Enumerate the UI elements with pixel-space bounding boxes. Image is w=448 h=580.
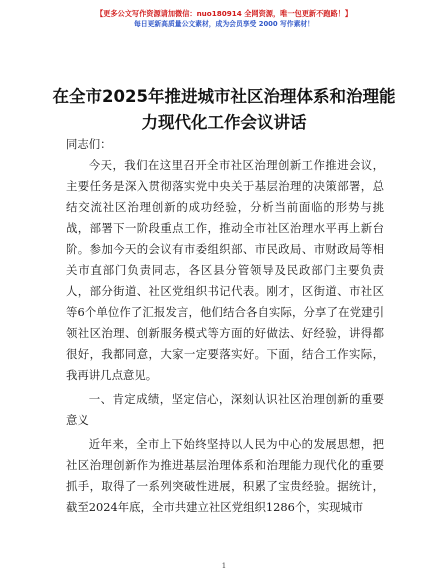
document-body bbox=[66, 134, 384, 518]
salutation: 同志们： bbox=[66, 137, 112, 151]
section-heading-1: 一、肯定成绩，坚定信心，深刻认识社区治理创新的重要意义 bbox=[66, 392, 384, 427]
paragraph-achievements: 近年来，全市上下始终坚持以人民为中心的发展思想，把社区治理创新作为推进基层治理体系和治理能力现代化的重要抓手，取得了一系列突破性进展，积累了宝贵经验。据统计，截至2024年底，全市共建立社区党组织1286个，实现城市 bbox=[66, 437, 384, 514]
promo-banner bbox=[0, 8, 448, 29]
page-number: 1 bbox=[221, 562, 227, 570]
promo-line-contact: 【更多公文写作资源请加微信：nuo180914 全网资源，唯一包更新不跑路！】 bbox=[95, 9, 353, 18]
paragraph-intro: 今天，我们在这里召开全市社区治理创新工作推进会议，主要任务是深入贯彻落实党中央关于基层治理的决策部署，总结交流社区治理创新的成功经验，分析当前面临的形势与挑战，部署下一阶段重点工作，推动全市社区治理水平再上新台阶。参加今天的会议有市委组织部、市民政局、市财政局等相关市直部门负责同志，各区县分管领导及民政部门主要负责人，部分街道、社区党组织书记代表。刚才，区街道、市社区等6个单位作了汇报发言，他们结合各自实际，分享了在党建引领社区治理、创新服务模式等方面的好做法、好经验，讲得都很好，我都同意，大家一定要落实好。下面，结合工作实际，我再讲几点意见。 bbox=[66, 158, 384, 382]
promo-line-membership: 每日更新高质量公文素材，成为会员享受 2000 写作素材！ bbox=[134, 20, 314, 28]
document-title: 在全市2025年推进城市社区治理体系和治理能力现代化工作会议讲话 bbox=[52, 87, 396, 132]
